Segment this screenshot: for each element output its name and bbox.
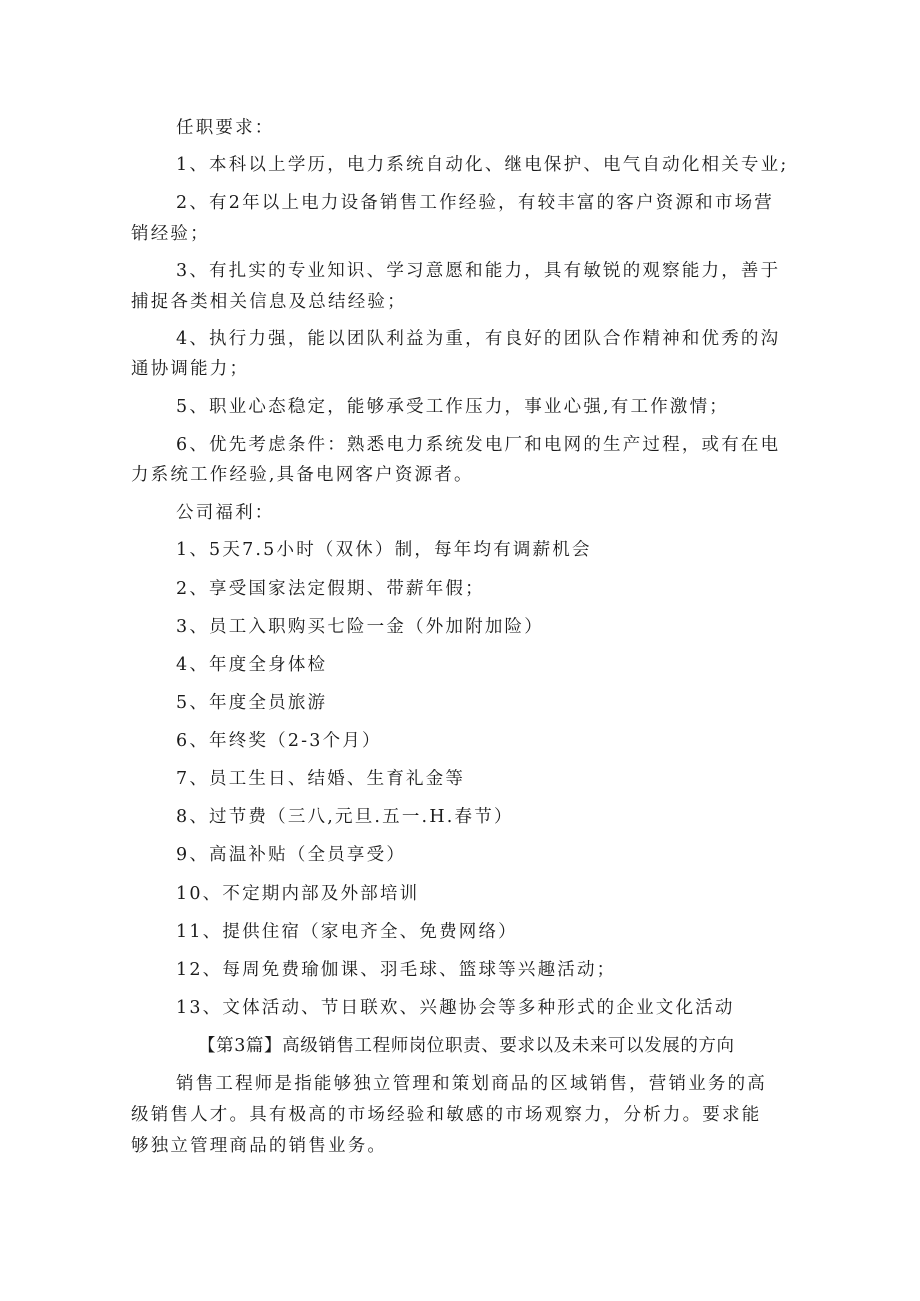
requirement-item-4-cont: 通协调能力； [131,359,250,379]
benefit-item-12: 12、每周免费瑜伽课、羽毛球、篮球等兴趣活动； [176,960,617,980]
benefit-item-2: 2、享受国家法定假期、带薪年假； [176,579,485,599]
requirement-item-6-cont: 力系统工作经验,具备电网客户资源者。 [131,465,474,485]
benefit-item-7: 7、员工生日、结婚、生育礼金等 [176,769,466,789]
benefit-item-9: 9、高温补贴（全员享受） [176,845,407,865]
requirements-heading: 任职要求： [176,118,275,138]
benefit-item-11: 11、提供住宿（家电齐全、免费网络） [176,922,518,942]
benefit-item-1: 1、5天7.5小时（双休）制，每年均有调薪机会 [176,540,592,560]
section-paragraph-line-1: 销售工程师是指能够独立管理和策划商品的区域销售，营销业务的高 [176,1074,767,1094]
benefit-item-6: 6、年终奖（2-3个月） [176,731,382,751]
benefit-item-10: 10、不定期内部及外部培训 [176,884,420,904]
benefit-item-8: 8、过节费（三八,元旦.五一.H.春节） [176,807,514,827]
requirement-item-6: 6、优先考虑条件：熟悉电力系统发电厂和电网的生产过程，或有在电 [176,435,781,455]
section-paragraph-line-2: 级销售人才。具有极高的市场经验和敏感的市场观察力，分析力。要求能 [131,1105,762,1125]
requirement-item-2-cont: 销经验； [131,224,210,244]
requirement-item-3: 3、有扎实的专业知识、学习意愿和能力，具有敏锐的观察能力，善于 [176,261,781,281]
requirement-item-2: 2、有2年以上电力设备销售工作经验，有较丰富的客户资源和市场营 [176,193,774,213]
requirement-item-5: 5、职业心态稳定，能够承受工作压力，事业心强,有工作激情； [176,397,729,417]
requirement-item-3-cont: 捕捉各类相关信息及总结经验； [131,292,407,312]
benefits-heading: 公司福利： [176,503,275,523]
section-title: 【第3篇】高级销售工程师岗位职责、要求以及未来可以发展的方向 [198,1036,735,1056]
benefit-item-4: 4、年度全身体检 [176,655,328,675]
requirement-item-1: 1、本科以上学历，电力系统自动化、继电保护、电气自动化相关专业; [176,155,789,175]
benefit-item-3: 3、员工入职购买七险一金（外加附加险） [176,617,544,637]
requirement-item-4: 4、执行力强，能以团队利益为重，有良好的团队合作精神和优秀的沟 [176,329,781,349]
benefit-item-5: 5、年度全员旅游 [176,693,328,713]
section-paragraph-line-3: 够独立管理商品的销售业务。 [131,1136,388,1156]
benefit-item-13: 13、文体活动、节日联欢、兴趣协会等多种形式的企业文化活动 [176,998,735,1018]
